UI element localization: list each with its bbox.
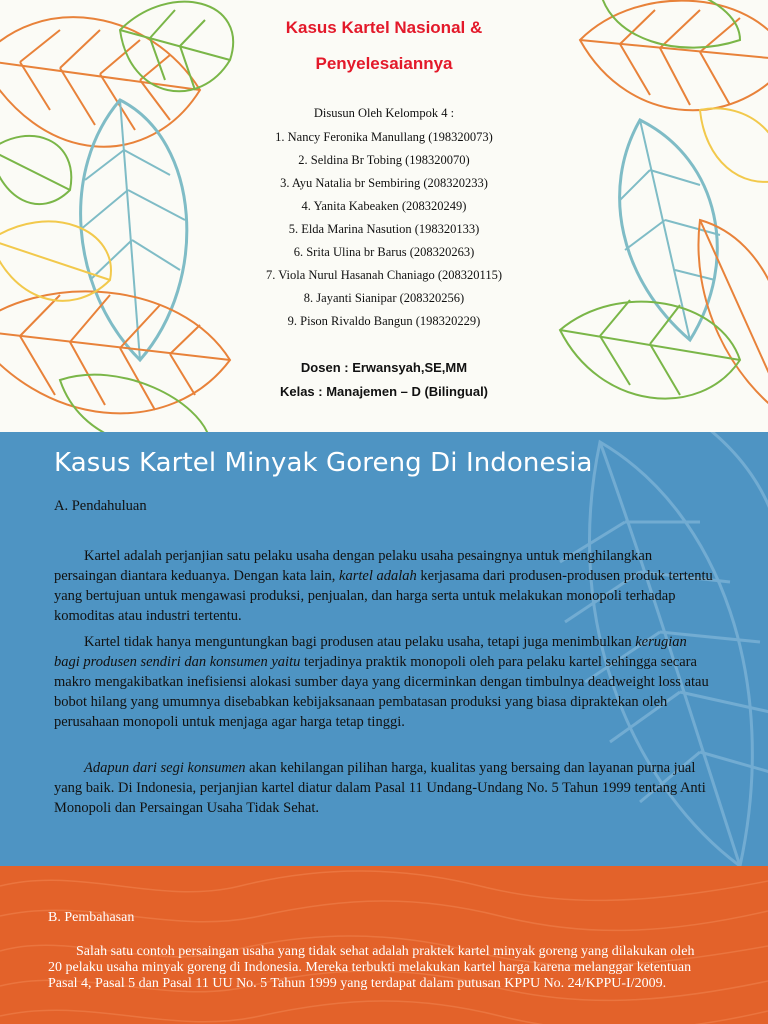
cover-subtitle: Disusun Oleh Kelompok 4 : [313, 106, 455, 120]
member-item: 3. Ayu Natalia br Sembiring (208320233) [280, 176, 488, 190]
member-item: 2. Seldina Br Tobing (198320070) [298, 153, 470, 167]
section-b-heading: B. Pembahasan [48, 910, 135, 925]
class-line: Kelas : Manajemen – D (Bilingual) [279, 384, 489, 399]
member-item: 7. Viola Nurul Hasanah Chaniago (208320115) [265, 268, 502, 282]
paragraph-3: Adapun dari segi konsumen akan kehilangan pilihan harga, kualitas yang bersaing dan layanan purna jual yang baik. Di Indonesia, perjanjian kartel diatur dalam Pasal 11 Undang-Undang No. 5 Tahun 1999 tentang Anti Monopoli dan Persaingan Usaha Tidak Sehat. [54, 760, 706, 816]
paragraph-2: Kartel tidak hanya menguntungkan bagi produsen atau pelaku usaha, tetapi juga menimbulkan kerugian bagi produsen sendiri dan konsumen yaitu terjadinya praktik monopoli oleh para pelaku kartel sehingga secara makro mengakibatkan inefisiensi alokasi sumber daya yang dicerminkan dengan timbulnya deadweight loss atau bobot hilang yang umumnya disebabkan kebijaksanaan pembatasan produksi yang biasa dipraktekan oleh perusahaan monopoli untuk menjaga agar harga tetap tinggi. [54, 634, 709, 730]
member-item: 5. Elda Marina Nasution (198320133) [288, 222, 480, 236]
section-title: Kasus Kartel Minyak Goreng Di Indonesia [54, 448, 593, 478]
cover-section [0, 0, 768, 432]
cover-title-line1: Kasus Kartel Nasional & [285, 18, 483, 37]
cover-title-line2: Penyelesaiannya [315, 54, 453, 73]
paragraph-b1: Salah satu contoh persaingan usaha yang tidak sehat adalah praktek kartel minyak goreng yang dilakukan oleh 20 pelaku usaha minyak goreng di Indonesia. Mereka terbukti melakukan kartel harga karena melanggar ketentuan Pasal 4, Pasal 5 dan Pasal 11 UU No. 5 Tahun 1999 yang terdapat dalam putusan KPPU No. 24/KPPU-I/2009. [48, 944, 695, 991]
member-item: 4. Yanita Kabeaken (208320249) [301, 199, 467, 213]
discussion-section [0, 866, 768, 1024]
section-a-heading: A. Pendahuluan [54, 498, 147, 514]
member-item: 9. Pison Rivaldo Bangun (198320229) [287, 314, 481, 328]
introduction-section [0, 432, 768, 866]
member-item: 1. Nancy Feronika Manullang (198320073) [275, 130, 493, 144]
member-item: 8. Jayanti Sianipar (208320256) [303, 291, 465, 305]
member-item: 6. Srita Ulina br Barus (208320263) [293, 245, 475, 259]
paragraph-1: Kartel adalah perjanjian satu pelaku usaha dengan pelaku usaha pesaingnya untuk menghilangkan persaingan diantara keduanya. Dengan kata lain, kartel adalah kerjasama dari produsen-produsen produk tertentu yang bertujuan untuk mengawasi produksi, penjualan, dan harga serta untuk melakukan monopoli terhadap komoditas atau industri tertentu. [54, 548, 713, 624]
lecturer-line: Dosen : Erwansyah,SE,MM [300, 360, 468, 375]
